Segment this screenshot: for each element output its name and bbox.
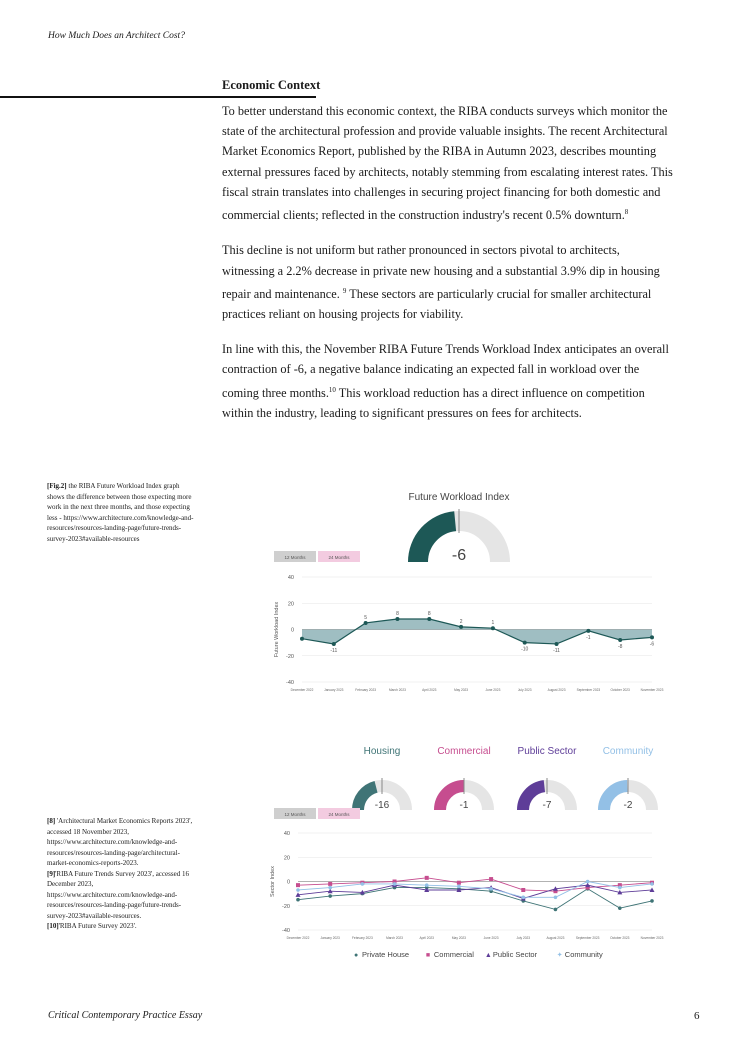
x-tick-label: December 2022 (286, 936, 310, 940)
x-tick-label: March 2023 (386, 936, 403, 940)
x-tick-label: November 2023 (640, 936, 664, 940)
chart-title: Future Workload Index (408, 492, 510, 503)
data-point (364, 621, 368, 625)
workload-gauge-fill (418, 521, 455, 562)
future-workload-chart (258, 486, 678, 706)
y-axis-label: Sector Index (270, 866, 276, 897)
data-point (650, 899, 654, 903)
legend-marker-3: ✦ (556, 952, 563, 959)
x-tick-label: June 2023 (485, 688, 501, 692)
x-tick-label: December 2022 (290, 688, 314, 692)
footnote-ref[interactable]: 10 (328, 385, 336, 394)
x-tick-label: September 2023 (576, 688, 601, 692)
data-point (300, 637, 304, 641)
data-label: 8 (396, 611, 399, 617)
legend-marker-1: ■ (425, 952, 431, 959)
button-12-months-label: 12 Months (284, 812, 306, 817)
y-tick-label: 20 (283, 855, 290, 862)
running-header: How Much Does an Architect Cost? (48, 31, 185, 41)
x-tick-label: February 2023 (351, 936, 373, 940)
x-tick-label: January 2023 (320, 936, 340, 940)
body-text (222, 101, 674, 438)
sector-gauge-0-fill (358, 787, 376, 810)
data-point (457, 885, 461, 889)
series-line-0 (298, 888, 652, 910)
data-point (425, 876, 429, 880)
data-point (554, 908, 558, 912)
footnote-9: [9]'RIBA Future Trends Survey 2023', accessed 16 December 2023, https://www.architecture.com/knowledge-and-resources/resources-landing-page/future-trends-survey-2023#available-resources. (47, 869, 189, 920)
data-point (296, 898, 300, 902)
y-tick-label: -20 (282, 903, 290, 910)
data-label: -11 (553, 647, 560, 654)
x-tick-label: August 2023 (546, 936, 565, 940)
data-point (296, 888, 300, 892)
data-point (586, 880, 590, 884)
footnotes (47, 816, 197, 932)
sector-gauge-1-value: -1 (459, 800, 469, 811)
data-point (328, 886, 332, 890)
y-tick-label: 40 (287, 575, 294, 581)
data-point (521, 895, 525, 899)
data-point (296, 883, 300, 887)
button-12-months-label: 12 Months (284, 555, 306, 560)
data-point (618, 638, 622, 642)
data-point (457, 881, 461, 885)
x-tick-label: November 2023 (640, 688, 664, 692)
data-point (427, 617, 431, 621)
x-tick-label: October 2023 (610, 688, 630, 692)
y-tick-label: 20 (287, 601, 294, 608)
data-point (554, 895, 558, 899)
x-tick-label: August 2023 (547, 688, 566, 692)
x-tick-label: May 2023 (451, 936, 466, 940)
data-point (361, 882, 365, 886)
sector-gauge-3-value: -2 (623, 800, 633, 811)
legend-marker-2: ▲ (484, 952, 492, 959)
sector-index-chart (258, 740, 678, 970)
x-tick-label: July 2023 (516, 936, 531, 940)
data-label: -1 (586, 634, 591, 641)
footnote-ref[interactable]: 9 (342, 286, 347, 295)
sector-gauge-2-value: -7 (542, 800, 552, 811)
gauge-title-3: Community (602, 746, 654, 757)
sector-gauge-2-fill (523, 786, 544, 810)
data-point (425, 883, 429, 887)
x-tick-label: February 2023 (355, 688, 377, 692)
data-point (459, 625, 463, 629)
legend-label-3: Community (564, 950, 603, 959)
section-title: Economic Context (222, 78, 321, 92)
data-label: -6 (649, 641, 655, 648)
data-point (489, 887, 493, 891)
x-tick-label: April 2023 (422, 688, 437, 692)
data-point (618, 886, 622, 890)
data-point (618, 906, 622, 910)
data-point (586, 629, 590, 633)
button-24-months-label: 24 Months (328, 812, 350, 817)
legend-label-1: Commercial (433, 950, 474, 959)
section-rule (0, 96, 316, 98)
page-number: 6 (694, 1010, 700, 1022)
data-label: -8 (617, 644, 623, 650)
y-tick-label: 40 (283, 831, 290, 837)
y-axis-label: Future Workload Index (274, 601, 280, 658)
x-tick-label: January 2023 (324, 688, 344, 692)
data-point (523, 641, 527, 645)
data-point (650, 882, 654, 886)
footnote-ref[interactable]: 8 (624, 208, 629, 217)
data-label: 2 (459, 618, 463, 625)
data-label: 1 (491, 620, 495, 627)
paragraph-3: In line with this, the November RIBA Future Trends Workload Index anticipates an overall contraction of -6, a negative balance indicating an expected fall in workload over the coming three months.$^{10}$ This workload reduction has a direct influence on competition within the industry, leading to significant pressures on fees for architects. (222, 342, 669, 420)
y-tick-label: -40 (282, 928, 290, 934)
button-24-months-label: 24 Months (328, 555, 350, 560)
data-point (393, 882, 397, 886)
paragraph-2: This decline is not uniform but rather pronounced in sectors pivotal to architects, witnessing a 2.2% decrease in private new housing and a substantial 3.9% dip in housing repair and maintenance. $^9$ These sectors are particularly crucial for smaller architectural practices reliant on housing projects for viability. (222, 243, 660, 322)
footnote-8: [8] 'Architectural Market Economics Reports 2023', accessed 18 November 2023, https://www.architecture.com/knowledge-and-resources/resources-landing-page/architectural-market-economics-reports-2023. (47, 817, 193, 867)
data-label: 5 (364, 614, 368, 621)
y-tick-label: -20 (286, 653, 294, 660)
data-point (489, 877, 493, 881)
x-tick-label: May 2023 (454, 688, 469, 692)
x-tick-label: April 2023 (419, 936, 434, 940)
legend-label-0: Private House (362, 950, 410, 959)
footnote-10: [10]'RIBA Future Survey 2023'. (47, 922, 137, 930)
figure-caption: [Fig.2] the RIBA Future Workload Index graph shows the difference between those expecting more work in the next three months, and those expecting less - https://www.architecture.com/knowledge-and-resources/resources-landing-page/future-trends-survey-2023#available-resources (47, 482, 194, 543)
x-tick-label: July 2023 (517, 688, 532, 692)
data-point (650, 635, 654, 639)
x-tick-label: September 2023 (575, 936, 600, 940)
x-tick-label: March 2023 (389, 688, 406, 692)
data-label: 8 (427, 611, 431, 617)
data-label: -10 (521, 646, 529, 653)
x-tick-label: June 2023 (483, 936, 499, 940)
data-point (491, 626, 495, 630)
x-tick-label: October 2023 (610, 936, 630, 940)
legend-label-2: Public Sector (492, 950, 538, 959)
y-tick-label: 0 (286, 879, 290, 886)
data-point (555, 642, 559, 646)
gauge-title-0: Housing (363, 746, 401, 757)
data-point (521, 888, 525, 892)
gauge-title-1: Commercial (437, 746, 491, 757)
area-fill (302, 619, 652, 644)
footer-title: Critical Contemporary Practice Essay (48, 1010, 203, 1021)
y-tick-label: -40 (286, 680, 294, 686)
sector-gauge-0-value: -16 (374, 800, 390, 811)
data-point (395, 617, 399, 621)
data-point (328, 882, 332, 886)
gauge-title-2: Public Sector (517, 746, 577, 757)
data-label: -11 (330, 647, 338, 654)
y-tick-label: 0 (290, 627, 294, 634)
data-point (332, 642, 336, 646)
legend-marker-0: ● (354, 952, 359, 959)
data-point (328, 894, 332, 898)
paragraph-1: To better understand this economic context, the RIBA conducts surveys which monitor the state of the architectural profession and provide valuable insights. The recent Architectural Market Economics Report, published by the RIBA in Autumn 2023, describes mounting external pressures faced by architects, notably stemming from escalating interest rates. This fiscal strain translates into challenges in securing project financing for both domestic and commercial clients; reflected in the construction industry's recent 0.5% downturn.$^8$ (222, 104, 673, 223)
workload-gauge-value: -6 (451, 547, 467, 564)
